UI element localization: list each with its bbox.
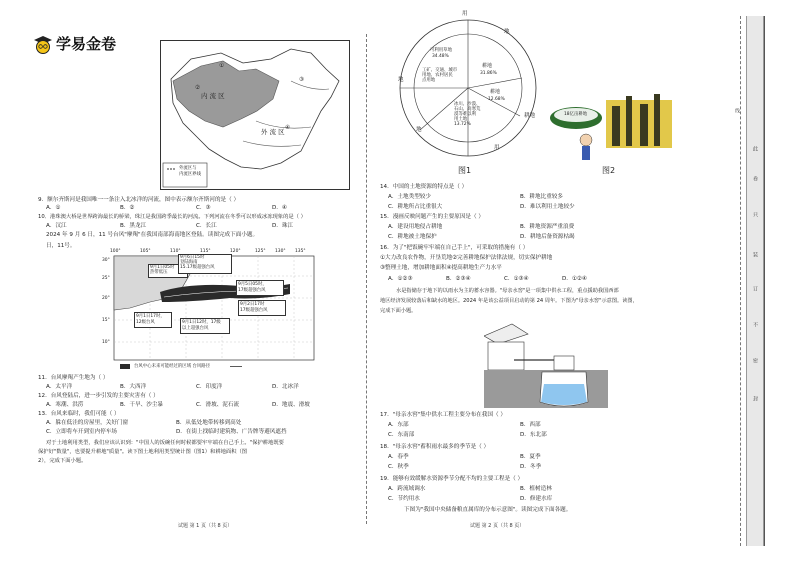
land-para-line2: 保护好"数量"，也要提升耕地"质量"。读下图土地利用类型统计图（图1）和耕地面积（图 [38,449,248,455]
q19-option-b[interactable]: B．植树造林 [520,486,552,492]
q14-text: 14．中国的土地资源的特点是（ ） [380,184,468,190]
q16-option-b[interactable]: B．②③④ [446,276,471,282]
q19-text: 19．能够有效缓解水资源季节分配不均的主要工程是（ ） [380,476,524,482]
typhoon-intro-wrap: 日，11号。 [46,243,76,249]
pie-forest-label: 耕地 [482,63,493,69]
outer-region-label: 外 流 区 [261,128,285,136]
typhoon-intro: 2024 年 9 月 6 日，11 号台风"摩羯"在我国南部海南地区登陆。读图完成下面小题。 [46,232,259,238]
pie-barren-3: 漠等难以利 [454,112,476,117]
q10-text: 10．港珠澳大桥是世界跨海最长的桥梁，珠江是我国跨季最长的河流。下列河流在冬季可以形成冰冻现象的是（ ） [38,214,306,220]
granary-intro: 下图为"我国中央储备粮直属库的分布示意图"。读图完成下面各题。 [404,507,572,513]
marker-1: ① [219,63,225,69]
left-page-footer: 试题 第 1 页（共 8 页） [178,523,233,529]
q17-text: 17．"母亲水窖"集中供水工程主要分布在我国（ ） [380,412,506,418]
logo-face-icon [33,36,53,54]
pie-grass-pct: 34.48% [432,54,449,59]
marker-3: ③ [299,77,305,83]
q10-option-d[interactable]: D．珠江 [272,223,294,229]
q16-option-a[interactable]: A．①②③ [388,276,413,282]
binding-line-outer [764,16,765,546]
binding-char-8: 密 [752,358,758,363]
q14-option-b[interactable]: B．耕地比重较多 [520,194,563,200]
axis-top-5: 125° [255,249,266,254]
land-para-line3: 2），完成下面小题。 [38,458,87,464]
cartoon-graphic [546,90,674,162]
q14-option-d[interactable]: D．难以利用土地较少 [520,204,575,210]
pie-outer-3: 耕地 [524,113,536,119]
q13-option-b[interactable]: B．从低处地带转移到高处 [176,420,242,426]
callout-sep1-05: 9月1日05时 热带低压 [148,264,188,278]
q18-option-c[interactable]: C．秋季 [388,464,409,470]
q17-option-c[interactable]: C．东南部 [388,432,415,438]
farmland-cartoon [546,90,674,180]
q16-text: 16．为了"把饭碗牢牢端在自己手上"，可采取的措施有（ ） [380,245,529,251]
pie-barren-1: 冰川、沙漠、 [454,102,481,107]
cistern-para-line2: 地区经济发展较落后和缺水的地区。2024 年是该公益项目启动的第 24 周年。下图为"母亲水窖"示意图。读图， [380,298,638,304]
axis-left-4: 10° [102,340,110,345]
q11-option-d[interactable]: D．北冰洋 [272,384,299,390]
q13-text: 13．台风来临时，我们可能（ ） [38,411,120,417]
axis-top-6: 130° [275,249,286,254]
q15-option-b[interactable]: B．耕地资源严重浪费 [520,224,575,230]
q12-option-a[interactable]: A．寒潮、洪涝 [46,402,84,408]
q11-option-b[interactable]: B．大西洋 [120,384,147,390]
pie-cropland-pct: 12.68% [488,97,505,102]
q9-option-b[interactable]: B．② [120,205,135,211]
q11-text: 11．台风摩羯产生地为（ ） [38,375,109,381]
q16-option-d[interactable]: D．①②④ [562,276,587,282]
axis-left-2: 20° [102,296,110,301]
q19-option-c[interactable]: C．节约用水 [388,496,420,502]
binding-char-7: 不 [752,322,758,327]
q10-option-c[interactable]: C．长江 [196,223,217,229]
pie-outer-6: 地 [398,77,404,83]
pie-urban-1: 工矿、交通、城市 [422,68,458,73]
brand-logo [33,34,133,54]
pie-forest-pct: 31.86% [480,71,497,76]
cistern-graphic [484,320,608,408]
cistern-para-line1: 水是指储存于地下的以雨水为主的蓄水容器。"母亲水窖"是一项集中供水工程，重点援助我国西部 [396,288,619,294]
callout-sep5-05: 9月5日05时， 17级超强台风 [236,280,284,296]
pie-urban-3: 点用地 [422,78,436,83]
cistern-para-line3: 完成下面小题。 [380,308,417,314]
binding-char-4: 只 [752,212,758,217]
q12-option-c[interactable]: C．滑坡、泥石流 [196,402,240,408]
pie-outer-1: 用 [462,11,468,17]
q15-option-d[interactable]: D．耕地后备资源枯竭 [520,234,575,240]
q15-option-c[interactable]: C．耕地被土地保护 [388,234,437,240]
drainage-map [160,40,350,190]
q13-option-a[interactable]: A．躲在低洼的房屋里，关好门窗 [46,420,129,426]
q18-option-a[interactable]: A．春季 [388,454,409,460]
q9-option-d[interactable]: D．④ [272,205,287,211]
callout-sep6-15: 9月6日15时 登陆海南 15.17级超强台风 [178,254,232,274]
q18-text: 18．"母亲水窖"蓄积雨水最多的季节是（ ） [380,444,490,450]
binding-strip [746,16,764,546]
marker-2: ② [195,85,201,91]
q16-statement-a: ①大力改良农作物，开垦荒地②完善耕地保护法律法规，切实保护耕地 [380,255,553,261]
pie-outer-4: 用 [494,145,500,151]
binding-char-9: 封 [752,396,758,401]
pie-urban-2: 用地、农村居民 [422,73,453,78]
callout-sep1-12: 9月1日12时，17级 以上超强台风 [180,318,230,334]
binding-char-3: 卷 [752,176,758,181]
axis-top-3: 115° [200,249,211,254]
brand-text: 学易金卷 [56,35,117,53]
q12-option-d[interactable]: D．地震、滑坡 [272,402,310,408]
column-divider [366,34,367,524]
typhoon-legend: 台风中心未来可能经过的区域 台风路径 [134,364,211,369]
q9-text: 9．额尔齐斯河是我国唯一一条注入北冰洋的河流，图中表示额尔齐斯河的是（ ） [38,197,240,203]
q19-option-d[interactable]: D．修建水库 [520,496,553,502]
q12-option-b[interactable]: B．干旱、沙尘暴 [120,402,163,408]
q10-option-a[interactable]: A．汉江 [46,223,67,229]
q17-option-d[interactable]: D．东北部 [520,432,547,438]
river-line [291,81,329,89]
land-use-pie-graphic [398,18,538,158]
marker-4: ④ [285,125,291,131]
q10-option-b[interactable]: B．黑龙江 [120,223,147,229]
q9-option-c[interactable]: C．③ [196,205,211,211]
q17-option-b[interactable]: B．西部 [520,422,541,428]
q14-option-a[interactable]: A．土地类型较少 [388,194,431,200]
cartoon-sign-text: 18亿亩耕地 [564,112,588,117]
q16-option-c[interactable]: C．①③④ [504,276,529,282]
legend-line2: 内流区界线 [179,172,201,177]
river-line [243,141,301,146]
q16-statement-b: ③整理土地，增加耕地面积④提高耕地生产力水平 [380,265,502,271]
axis-top-4: 120° [230,249,241,254]
pie-barren-2: 石山、高寒荒 [454,107,481,112]
callout-sep2-17: 9月2日17时 17级超强台风 [238,300,286,316]
cistern-diagram [484,320,608,408]
inland-region-shape [173,61,279,127]
binding-line-inner [740,16,741,546]
q13-option-c[interactable]: C．立即将车开到室内停车场 [46,429,118,435]
axis-top-7: 135° [295,249,306,254]
inland-region-label: 内 流 区 [201,92,225,100]
q14-option-c[interactable]: C．耕地所占比重很大 [388,204,443,210]
axis-left-0: 30° [102,258,110,263]
axis-top-2: 110° [170,249,181,254]
axis-left-1: 25° [102,276,110,281]
q18-option-d[interactable]: D．冬季 [520,464,542,470]
pie-grass-label: 可利用草地 [430,48,452,53]
q11-option-c[interactable]: C．印度洋 [196,384,223,390]
pie-outer-5: 地 [416,127,422,133]
binding-char-1: 线 [734,108,740,113]
callout-sep1-17: 9月1日17时， 12级台风 [134,312,172,328]
figure2-caption: 图2 [602,166,616,175]
right-page-footer: 试题 第 2 页（共 8 页） [470,523,525,529]
pie-outer-2: 地 [504,29,510,35]
axis-top-1: 105° [140,249,151,254]
axis-left-3: 15° [102,318,110,323]
q13-option-d[interactable]: D．在街上找临时建筑物、广告牌等避风遮挡 [176,429,287,435]
land-para-line1: 对于土地利用类型，我们应该认识到："中国人的饭碗任何时候都要牢牢端在自己手上。"保护耕地既要 [46,440,284,446]
q12-text: 12．台风登陆后，进一步引发的主要灾害有（ ） [38,393,159,399]
axis-top-0: 100° [110,249,121,254]
q19-option-a[interactable]: A．跨流域调水 [388,486,426,492]
binding-margin [716,16,792,546]
pie-barren-pct: 13.72% [454,122,471,127]
q15-text: 15．漫画反映问题产生的主要原因是（ ） [380,214,484,220]
q15-option-a[interactable]: A．建设用地侵占耕地 [388,224,443,230]
q18-option-b[interactable]: B．夏季 [520,454,541,460]
pie-barren-4: 用土地 [454,117,468,122]
binding-char-2: 此 [752,146,758,151]
q17-option-a[interactable]: A．东部 [388,422,409,428]
binding-char-6: 订 [752,286,758,291]
pie-cropland-label: 耕地 [490,89,501,95]
figure1-caption: 图1 [458,166,472,175]
q11-option-a[interactable]: A．太平洋 [46,384,73,390]
legend-line1: 外流区与 [179,166,197,171]
binding-char-5: 装 [752,252,758,257]
land-use-pie [398,11,538,180]
q9-option-a[interactable]: A．① [46,205,61,211]
typhoon-map [90,246,330,374]
